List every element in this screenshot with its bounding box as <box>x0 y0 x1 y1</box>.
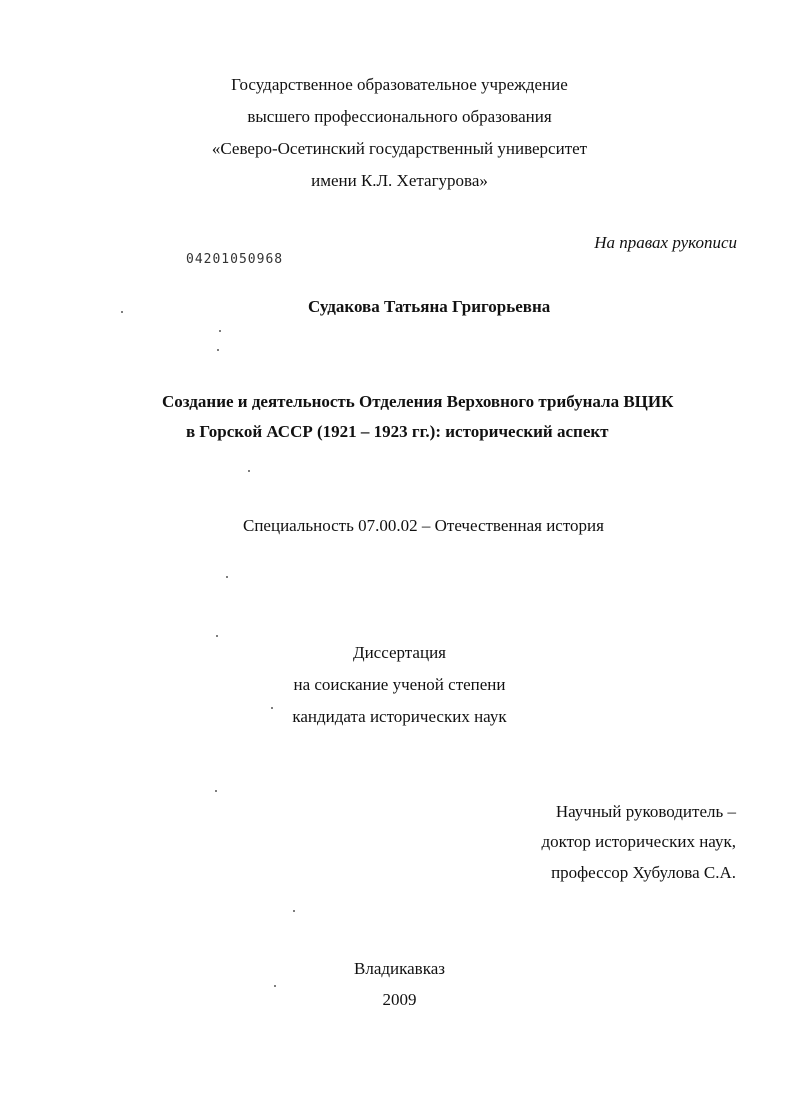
scan-speck <box>226 576 228 578</box>
manuscript-note: На правах рукописи <box>594 233 737 252</box>
institution-line-1: Государственное образовательное учреждение <box>231 75 568 94</box>
scan-speck <box>293 910 295 912</box>
institution-line-3: «Северо-Осетинский государственный университет <box>211 139 588 158</box>
scan-speck <box>248 470 250 472</box>
supervisor-line-2: доктор исторических наук, <box>541 832 736 851</box>
specialty: Специальность 07.00.02 – Отечественная история <box>243 516 604 535</box>
institution-line-4: имени К.Л. Хетагурова» <box>311 171 488 190</box>
scan-speck <box>274 985 276 987</box>
supervisor-line-1: Научный руководитель – <box>555 802 736 821</box>
institution-line-2: высшего профессионального образования <box>247 107 552 126</box>
scan-speck <box>121 311 123 313</box>
degree-line-2: кандидата исторических наук <box>292 707 507 726</box>
dissertation-label: Диссертация <box>352 643 446 662</box>
scan-speck <box>217 349 219 351</box>
year: 2009 <box>382 990 417 1009</box>
scan-speck <box>271 707 273 709</box>
scan-speck <box>216 635 218 637</box>
supervisor-line-3: профессор Хубулова С.А. <box>551 863 736 882</box>
dissertation-title-line-1: Создание и деятельность Отделения Верховного трибунала ВЦИК <box>162 392 674 411</box>
city: Владикавказ <box>354 959 445 978</box>
dissertation-title-line-2: в Горской АССР (1921 – 1923 гг.): исторический аспект <box>186 422 609 441</box>
registration-number: 04201050968 <box>186 252 284 267</box>
scan-speck <box>219 330 221 332</box>
degree-line-1: на соискание ученой степени <box>293 675 506 694</box>
scan-speck <box>215 790 217 792</box>
author-name: Судакова Татьяна Григорьевна <box>308 297 551 316</box>
